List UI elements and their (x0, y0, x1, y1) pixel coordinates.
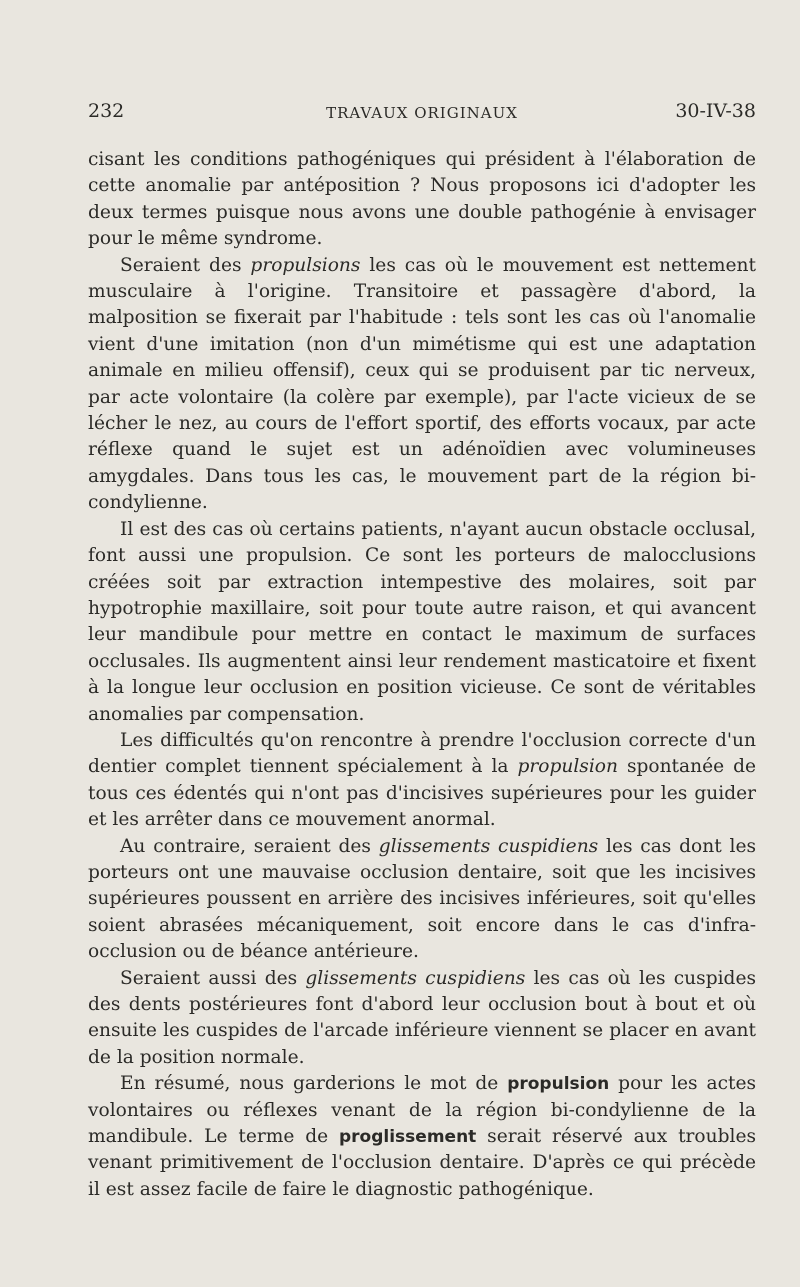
paragraph-text: cisant les conditions pathogéniques qui président à l'élaboration de cette anomalie par antéposition ? Nous proposons ici d'adopter les deux termes puisque nous avons une double pathogénie à envisager pour le même syndrome. (88, 149, 756, 250)
paragraph-text: En résumé, nous garderions le mot de (120, 1073, 508, 1095)
paragraph (88, 834, 756, 966)
paragraph-text: les cas où les cuspides des dents postérieures font d'abord leur occlusion bout à bout et où ensuite les cuspides de l'arcade inférieure viennent se placer en avant de la position normale. (88, 967, 756, 1068)
italic-term: glissements cuspidiens (378, 835, 599, 857)
running-title: TRAVAUX ORIGINAUX (326, 104, 518, 122)
bold-term: proglissement (339, 1127, 477, 1148)
paragraph-text: Il est des cas où certains patients, n'ayant aucun obstacle occlusal, font aussi une propulsion. Ce sont les porteurs de malocclusions créées soit par extraction intempestive des molaires, soit par hypotrophie maxillaire, soit pour toute autre raison, et qui avancent leur mandibule pour mettre en contact le maximum de surfaces occlusales. Ils augmentent ainsi leur rendement masticatoire et fixent à la longue leur occlusion en position vicieuse. Ce sont de véritables anomalies par compensation. (88, 518, 756, 725)
paragraph (88, 1071, 756, 1203)
paragraph-text: les cas où le mouvement est nettement musculaire à l'origine. Transitoire et passagère d'abord, la malposition se fixerait par l'habitude : tels sont les cas où l'anomalie vient d'une imitation (non d'un mimétisme qui est une adaptation animale en milieu offensif), ceux qui se produisent par tic nerveux, par acte volontaire (la colère par exemple), par l'acte vicieux de se lécher le nez, au cours de l'effort sportif, des efforts vocaux, par acte réflexe quand le sujet est un adénoïdien avec volumineuses amygdales. Dans tous les cas, le mouvement part de la région bi-condylienne. (88, 254, 756, 514)
paragraph-text: spontanée de tous ces édentés qui n'ont pas d'incisives supérieures pour les guider et les arrêter dans ce mouvement anormal. (88, 756, 756, 831)
paragraph (88, 253, 756, 517)
paragraph-text: pour les actes volontaires ou réflexes venant de la région bi-condylienne de la mandibule. Le terme de (88, 1073, 757, 1148)
italic-term: propulsion (517, 756, 618, 778)
article-body (88, 147, 756, 1203)
paragraph-text: Les difficultés qu'on rencontre à prendre l'occlusion correcte d'un dentier complet tiennent spécialement à la (88, 729, 756, 778)
paragraph-text: Seraient aussi des (120, 967, 306, 989)
page-header (88, 100, 756, 134)
paragraph-text: les cas dont les porteurs ont une mauvaise occlusion dentaire, soit que les incisives supérieures poussent en arrière des incisives inférieures, soit qu'elles soient abrasées mécaniquement, soit encore dans le cas d'infra-occlusion ou de béance antérieure. (88, 835, 756, 963)
paragraph (88, 147, 756, 253)
italic-term: propulsions (250, 254, 361, 276)
page-number: 232 (88, 100, 125, 122)
bold-term: propulsion (507, 1074, 610, 1095)
paragraph-text: Seraient des (120, 254, 251, 276)
paragraph-text: serait réservé aux troubles venant primitivement de l'occlusion dentaire. D'après ce qui précède il est assez facile de faire le diagnostic pathogénique. (88, 1126, 756, 1200)
paragraph (88, 728, 756, 834)
issue-date: 30-IV-38 (675, 100, 756, 122)
paragraph (88, 517, 756, 728)
paragraph (88, 966, 756, 1072)
paragraph-text: Au contraire, seraient des (120, 835, 379, 857)
italic-term: glissements cuspidiens (305, 967, 526, 989)
